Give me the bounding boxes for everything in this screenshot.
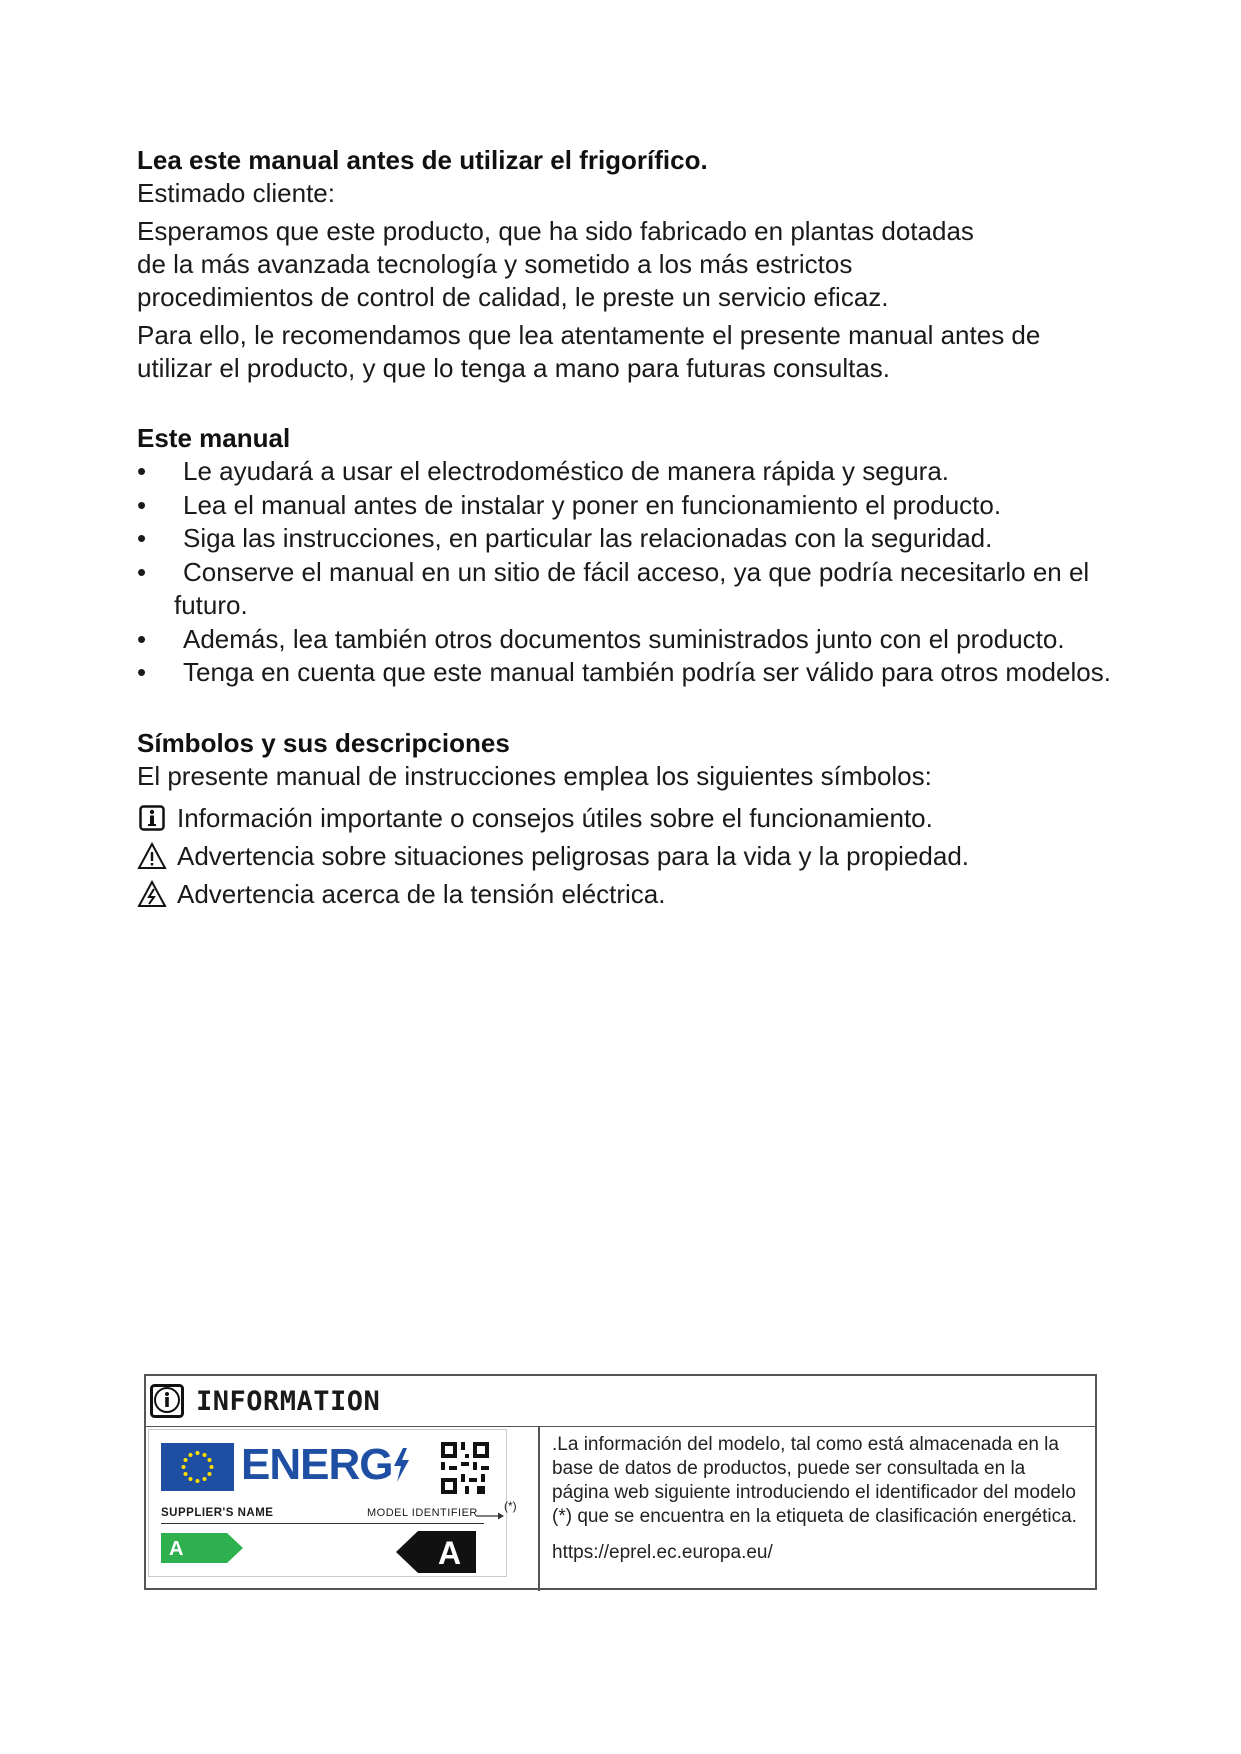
energy-class-big: A (438, 1535, 462, 1571)
energy-class-arrow (161, 1533, 243, 1563)
greeting: Estimado cliente: (137, 178, 335, 208)
list-item: • Tenga en cuenta que este manual también podría ser válido para otros modelos. (137, 657, 1111, 687)
eu-flag-icon (161, 1443, 234, 1491)
page-title: Lea este manual antes de utilizar el frigorífico. (137, 145, 708, 175)
symbols-intro: El presente manual de instrucciones emplea los siguientes símbolos: (137, 760, 932, 791)
intro-paragraph-1: Esperamos que este producto, que ha sido fabricado en plantas dotadas de la más avanzada tecnología y sometido a los más estrictos procedimientos de control de calidad, le preste un servicio eficaz. (137, 216, 974, 312)
model-identifier-label: MODEL IDENTIFIER (367, 1507, 478, 1519)
electric-warning-icon (137, 879, 167, 909)
list-item: • Además, lea también otros documentos suministrados junto con el producto. (137, 623, 1065, 654)
list-item: • Lea el manual antes de instalar y poner en funcionamiento el producto. (137, 489, 1002, 520)
manual-bullet-list (137, 455, 1137, 690)
symbol-description: Advertencia acerca de la tensión eléctrica. (177, 878, 666, 909)
eprel-link[interactable]: https://eprel.ec.europa.eu/ (552, 1542, 773, 1563)
section-heading-manual: Este manual (137, 423, 291, 453)
energy-label (148, 1429, 507, 1577)
information-text-panel (540, 1427, 1095, 1591)
info-icon (150, 1384, 184, 1418)
list-item: • Conserve el manual en un sitio de fácil acceso, ya que podría necesitarlo en el futuro. (137, 556, 1137, 623)
symbol-row-warning (137, 837, 1137, 875)
asterisk-marker: (*) (504, 1499, 517, 1513)
symbol-row-electric (137, 875, 1137, 913)
intro-paragraph-2: Para ello, le recomendamos que lea atentamente el presente manual antes de utilizar el producto, y que lo tenga a mano para futuras consultas. (137, 320, 1041, 383)
list-item-text: Conserve el manual en un sitio de fácil acceso, ya que podría necesitarlo en el (183, 556, 1090, 587)
list-item: • Le ayudará a usar el electrodoméstico de manera rápida y segura. (137, 456, 949, 486)
list-item-text: Además, lea también otros documentos suministrados junto con el producto. (183, 623, 1065, 654)
energy-label-panel (146, 1427, 540, 1591)
warning-icon (137, 841, 167, 871)
list-item-text: Le ayudará a usar el electrodoméstico de manera rápida y segura. (183, 456, 949, 486)
information-title: INFORMATION (196, 1385, 381, 1417)
information-box (144, 1374, 1097, 1590)
info-icon (137, 803, 167, 833)
supplier-name-label: SUPPLIER'S NAME (161, 1507, 274, 1519)
section-heading-symbols: Símbolos y sus descripciones (137, 727, 510, 758)
list-item-text: Siga las instrucciones, en particular las relacionadas con la seguridad. (183, 523, 993, 553)
symbol-description: Información importante o consejos útiles sobre el funcionamiento. (177, 802, 933, 833)
energy-class-small: A (169, 1538, 184, 1560)
lightning-icon (392, 1448, 410, 1482)
information-header (146, 1376, 1095, 1427)
symbol-row-info (137, 799, 1137, 837)
qr-code-icon (441, 1442, 489, 1494)
list-item-continuation: futuro. (174, 590, 248, 620)
arrow-right-icon (476, 1511, 504, 1521)
information-text: .La información del modelo, tal como está almacenada en la base de datos de productos, puede ser consultada en la página web siguiente introduciendo el identificador del modelo (*) que se encuentra en la etiqueta de clasificación energética. (552, 1434, 1077, 1527)
symbol-description: Advertencia sobre situaciones peligrosas para la vida y la propiedad. (177, 840, 970, 871)
list-item-text: Lea el manual antes de instalar y poner en funcionamiento el producto. (183, 489, 1002, 520)
list-item-text: Tenga en cuenta que este manual también podría ser válido para otros modelos. (183, 657, 1111, 687)
energy-class-marker (396, 1531, 476, 1573)
list-item: • Siga las instrucciones, en particular las relacionadas con la seguridad. (137, 523, 993, 553)
manual-page (137, 143, 1137, 913)
energy-logo-text: ENERG (241, 1440, 410, 1490)
